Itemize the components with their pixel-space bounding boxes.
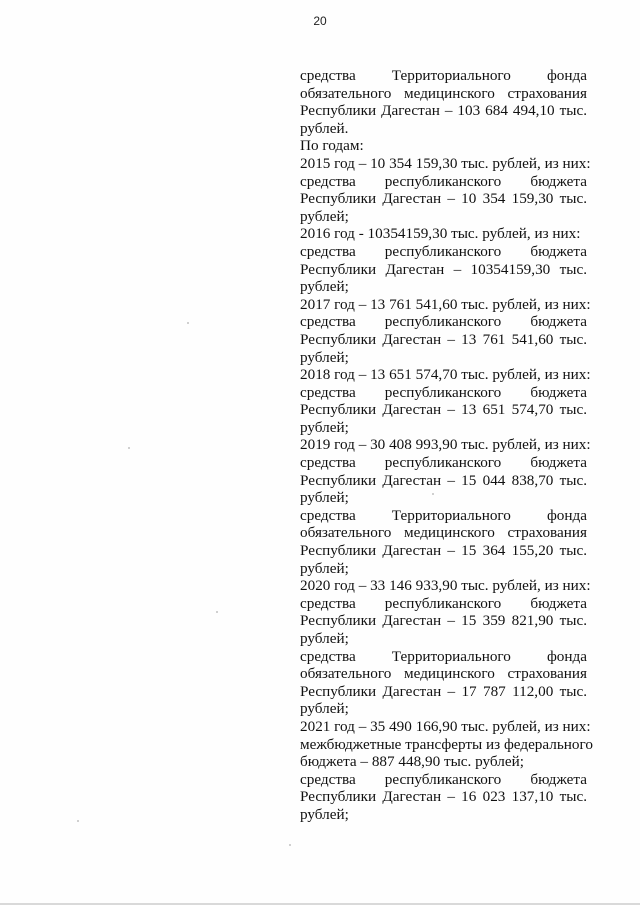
text-line: обязательного медицинского страхования	[300, 524, 587, 542]
text-line: Республики Дагестан – 103 684 494,10 тыс.	[300, 102, 587, 120]
text-line: Республики Дагестан – 10354159,30 тыс.	[300, 260, 587, 278]
text-line: межбюджетные трансферты из федерального	[300, 735, 593, 753]
text-line: средства республиканского бюджета	[300, 172, 587, 190]
text-line: рублей;	[300, 805, 349, 823]
text-line: рублей;	[300, 348, 349, 366]
text-line: бюджета – 887 448,90 тыс. рублей;	[300, 753, 524, 771]
scan-speck	[187, 322, 189, 324]
text-line: 2018 год – 13 651 574,70 тыс. рублей, из них:	[300, 366, 591, 384]
text-line: обязательного медицинского страхования	[300, 84, 587, 102]
text-line: рублей.	[300, 119, 349, 137]
text-line: По годам:	[300, 137, 364, 155]
text-line: средства республиканского бюджета	[300, 454, 587, 472]
text-line: рублей;	[300, 630, 349, 647]
text-line: 2015 год – 10 354 159,30 тыс. рублей, из них:	[300, 154, 591, 172]
scan-speck	[128, 447, 130, 449]
text-line: средства республиканского бюджета	[300, 383, 587, 401]
text-line: рублей;	[300, 559, 349, 577]
text-line: Республики Дагестан – 13 761 541,60 тыс.	[300, 330, 587, 348]
text-line: 2017 год – 13 761 541,60 тыс. рублей, из них:	[300, 295, 591, 313]
text-line: Республики Дагестан – 13 651 574,70 тыс.	[300, 401, 587, 419]
text-line: 2020 год – 33 146 933,90 тыс. рублей, из них:	[300, 577, 591, 595]
text-line: средства Территориального фонда	[300, 506, 587, 524]
text-line: 2019 год – 30 408 993,90 тыс. рублей, из них:	[300, 436, 591, 454]
text-line: Республики Дагестан – 15 364 155,20 тыс.	[300, 542, 587, 560]
text-line: обязательного медицинского страхования	[300, 665, 587, 683]
text-line: Республики Дагестан – 17 787 112,00 тыс.	[300, 682, 587, 700]
text-line: средства республиканского бюджета	[300, 313, 587, 331]
text-line: рублей;	[300, 489, 349, 507]
text-line: средства Территориального фонда	[300, 647, 587, 665]
scan-speck	[77, 820, 79, 822]
text-line: средства республиканского бюджета	[300, 594, 587, 612]
text-line: средства республиканского бюджета	[300, 242, 587, 260]
text-line: рублей;	[300, 418, 349, 436]
text-line: рублей;	[300, 700, 349, 718]
page-number: 20	[313, 14, 327, 28]
scan-speck	[289, 844, 291, 846]
text-line: рублей;	[300, 278, 349, 296]
text-line: 2016 год - 10354159,30 тыс. рублей, из них:	[300, 225, 581, 243]
text-line: средства Территориального фонда	[300, 67, 587, 84]
body-text-column	[300, 67, 593, 824]
text-line: средства республиканского бюджета	[300, 770, 587, 788]
text-line: 2021 год – 35 490 166,90 тыс. рублей, из них:	[300, 717, 591, 735]
scan-speck	[216, 611, 218, 613]
text-line: Республики Дагестан – 10 354 159,30 тыс.	[300, 190, 587, 208]
scan-speck	[432, 493, 434, 495]
text-line: рублей;	[300, 207, 349, 225]
text-line: Республики Дагестан – 16 023 137,10 тыс.	[300, 788, 587, 806]
text-line: Республики Дагестан – 15 044 838,70 тыс.	[300, 471, 587, 489]
text-line: Республики Дагестан – 15 359 821,90 тыс.	[300, 612, 587, 630]
